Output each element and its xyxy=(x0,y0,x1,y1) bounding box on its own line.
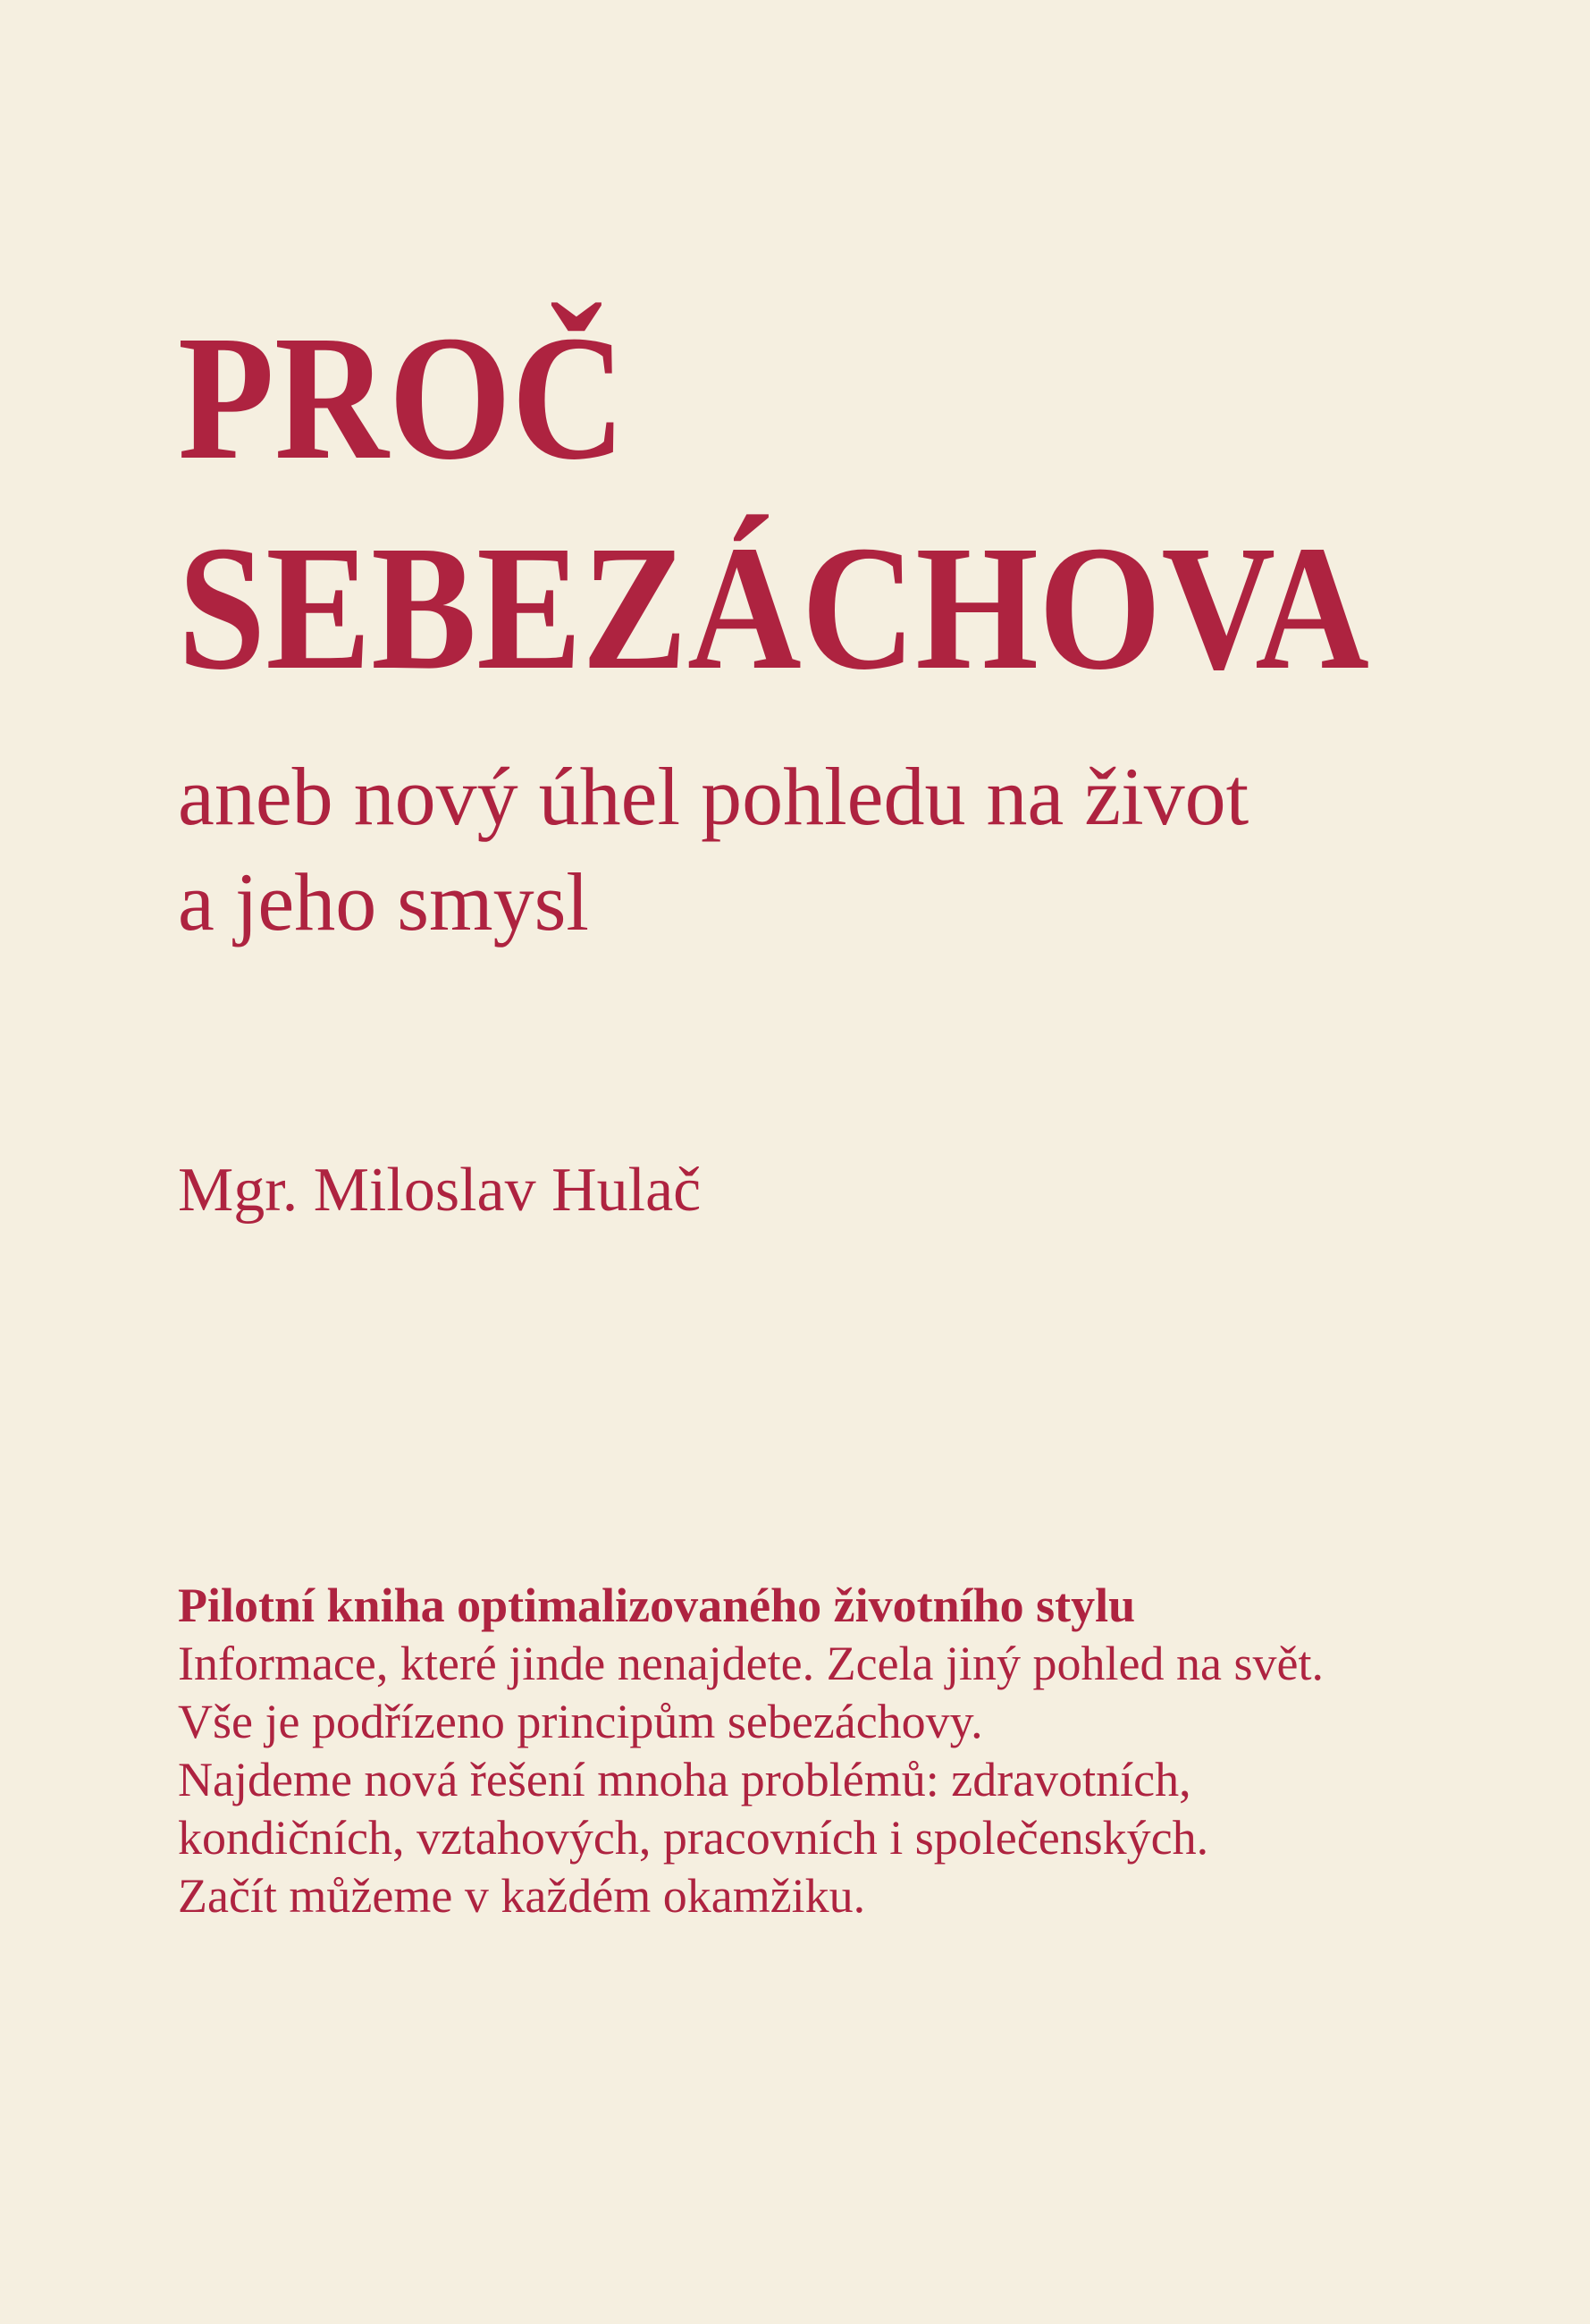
subtitle-line: a jeho smysl xyxy=(178,856,589,947)
author-name: Mgr. Miloslav Hulač xyxy=(178,1156,702,1225)
title-line-2: SEBEZÁCHOVA xyxy=(178,509,1370,707)
blurb-line: Informace, které jinde nenajdete. Zcela jiný pohled na svět. xyxy=(178,1637,1324,1690)
blurb-heading: Pilotní kniha optimalizovaného životního stylu xyxy=(178,1579,1136,1632)
blurb-line: Najdeme nová řešení mnoha problémů: zdravotních, xyxy=(178,1753,1191,1806)
subtitle xyxy=(178,744,1249,955)
blurb xyxy=(178,1577,1324,1925)
blurb-line: Vše je podřízeno principům sebezáchovy. xyxy=(178,1695,983,1748)
blurb-line: kondičních, vztahových, pracovních i společenských. xyxy=(178,1811,1209,1865)
subtitle-line: aneb nový úhel pohledu na život xyxy=(178,751,1249,842)
title-line-1: PROČ xyxy=(178,299,626,497)
blurb-line: Začít můžeme v každém okamžiku. xyxy=(178,1869,866,1923)
